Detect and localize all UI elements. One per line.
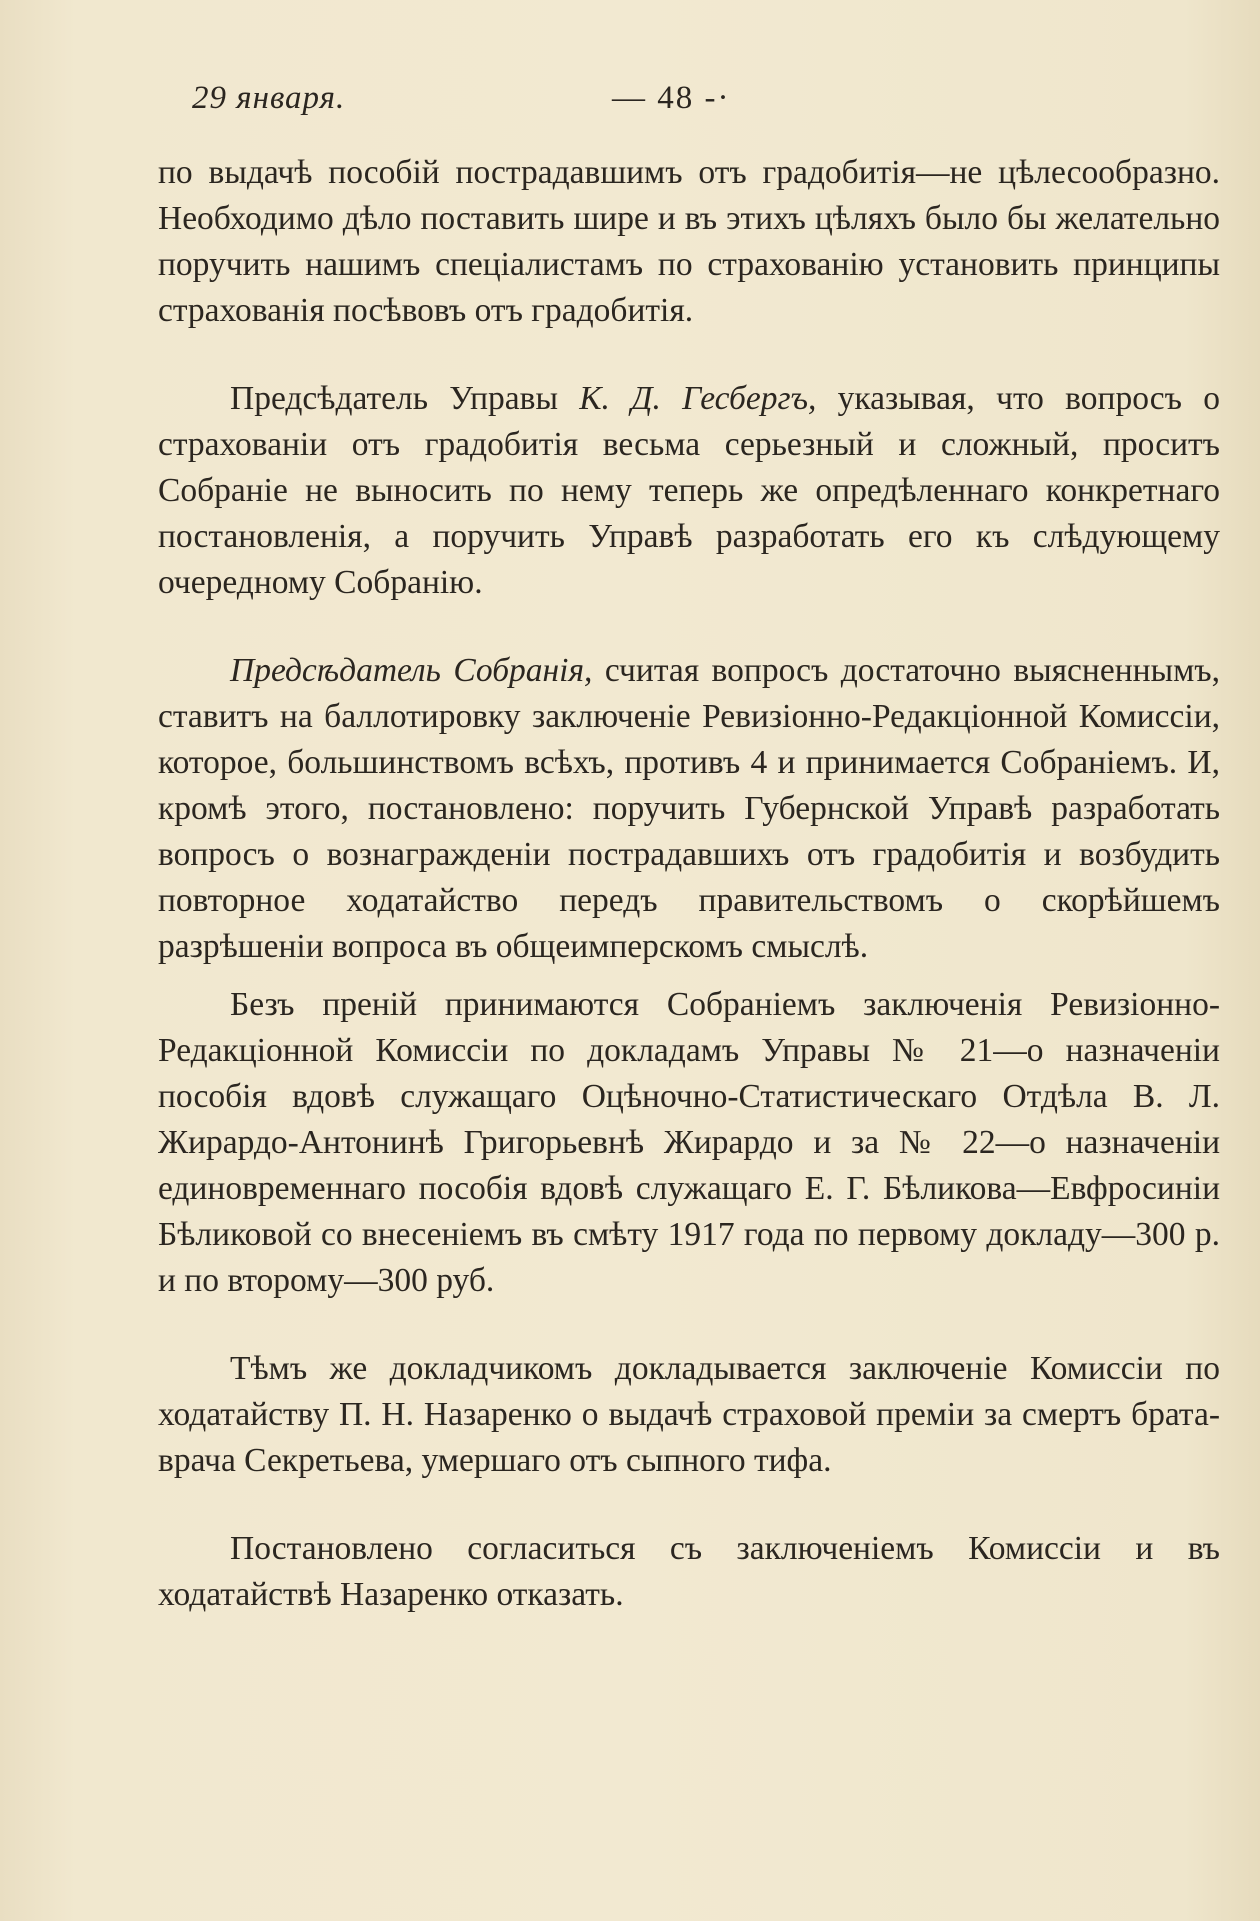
- paragraph-1: по выдачѣ пособій пострадавшимъ отъ градобитія—не цѣлесообразно. Необходимо дѣло поставить шире и въ этихъ цѣляхъ было бы желательно поручить нашимъ спеціалистамъ по страхованію установить принципы страхованія посѣвовъ отъ градобитія.: [158, 154, 1220, 329]
- header-date: 29 января.: [192, 80, 346, 116]
- paragraph-3-body: считая вопросъ достаточно выясненнымъ, ставитъ на баллотировку заключеніе Ревизіонно-Редакціонной Комиссіи, которое, большинствомъ всѣхъ, противъ 4 и принимается Собраніемъ. И, кромѣ этого, постановлено: поручить Губернской Управѣ разработать вопросъ о вознагражденіи пострадавшихъ отъ градобитія и возбудить повторное ходатайство передъ правительствомъ о скорѣйшемъ разрѣшеніи вопроса въ общеимперскомъ смыслѣ.: [158, 652, 1220, 965]
- paragraph-4: Безъ преній принимаются Собраніемъ заключенія Ревизіонно-Редакціонной Комиссіи по докладамъ Управы № 21—о назначеніи пособія вдовѣ служащаго Оцѣночно-Статистическаго Отдѣла В. Л. Жирардо-Антонинѣ Григорьевнѣ Жирардо и за № 22—о назначеніи единовременнаго пособія вдовѣ служащаго Е. Г. Бѣликова—Евфросиніи Бѣликовой со внесеніемъ въ смѣту 1917 года по первому докладу—300 р. и по второму—300 руб.: [158, 986, 1220, 1299]
- body-text: [158, 150, 1220, 1660]
- paragraph-5: Тѣмъ же докладчикомъ докладывается заключеніе Комиссіи по ходатайству П. Н. Назаренко о выдачѣ страховой преміи за смертъ брата-врача Секретьева, умершаго отъ сыпного тифа.: [158, 1350, 1220, 1479]
- speaker-title: Предсѣдатель Собранія,: [230, 652, 593, 689]
- paragraph-2-body: указывая, что вопросъ о страхованіи отъ градобитія весьма серьезный и сложный, проситъ Собраніе не выносить по нему теперь же опредѣленнаго конкретнаго постановленія, а поручить Управѣ разработать его къ слѣдующему очередному Собранію.: [158, 380, 1221, 601]
- page-number: — 48 -·: [612, 80, 731, 116]
- paragraph-2: [158, 376, 1220, 606]
- paragraph-2-lead: Предсѣдатель Управы: [230, 380, 580, 417]
- speaker-name: К. Д. Гесбергъ,: [579, 380, 817, 417]
- paragraph-3: [158, 648, 1220, 970]
- page-header: [192, 80, 752, 124]
- paragraph-6: Постановлено согласиться съ заключеніемъ Комиссіи и въ ходатайствѣ Назаренко отказать.: [158, 1530, 1220, 1613]
